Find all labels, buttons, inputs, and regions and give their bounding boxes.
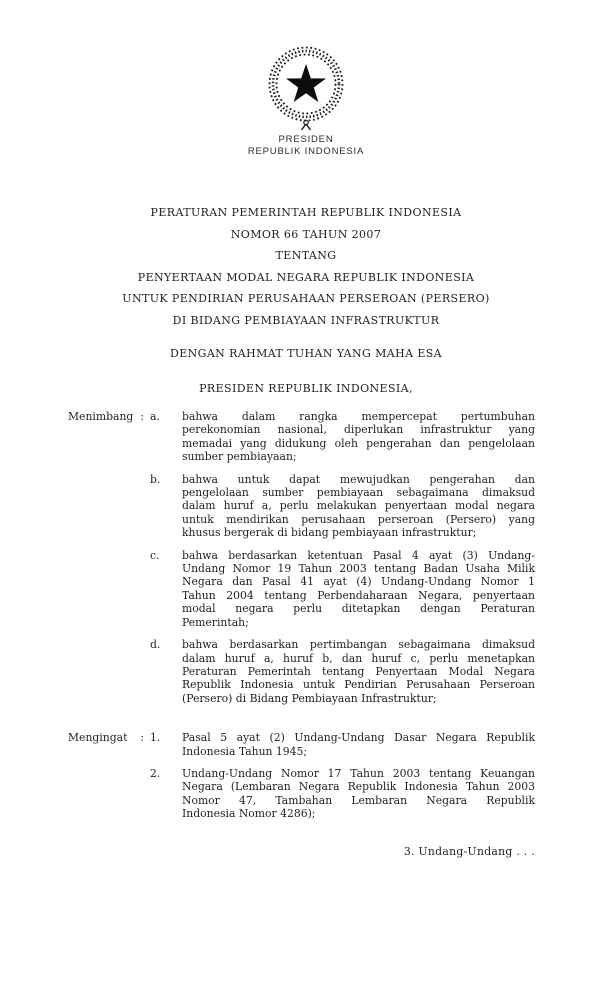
preamble-clauses — [0, 410, 612, 821]
considering-label-colon: : — [140, 410, 144, 423]
invocation-line: DENGAN RAHMAT TUHAN YANG MAHA ESA — [169, 347, 443, 360]
text-line: (Persero) di Bidang Pembiayaan Infrastruktur; — [182, 691, 437, 705]
text-line: Indonesia Tahun 1945; — [182, 744, 308, 758]
text-line: Undang Nomor 19 Tahun 2003 tentang Badan Usaha Milik — [182, 562, 535, 576]
title-line-subject-3: DI BIDANG PEMBIAYAAN INFRASTRUKTUR — [172, 313, 440, 327]
item-marker: b. — [150, 472, 161, 486]
catchword: 3. Undang-Undang . . . — [403, 844, 535, 858]
text-line: Negara dan Pasal 41 ayat (4) Undang-Undang Nomor 1 — [182, 575, 535, 589]
considering-item-a — [68, 410, 535, 464]
text-line: Negara (Lembaran Negara Republik Indonesia Tahun 2003 — [182, 780, 535, 794]
item-text — [182, 549, 535, 629]
item-marker: d. — [150, 638, 161, 652]
text-line: Nomor 47, Tambahan Lembaran Negara Republik — [182, 793, 535, 807]
text-line: bahwa berdasarkan ketentuan Pasal 4 ayat (3) Undang- — [182, 548, 535, 562]
recalling-label-colon: : — [140, 731, 144, 745]
text-line: Pemerintah; — [182, 615, 249, 629]
item-text — [182, 731, 535, 758]
letterhead-republik-indonesia: REPUBLIK INDONESIA — [247, 146, 365, 157]
item-text — [182, 638, 535, 705]
text-line: pengelolaan sumber pembiayaan sebagaimana dimaksud — [182, 486, 535, 500]
considering-label-text: Menimbang — [68, 410, 134, 423]
title-line-regulation: PERATURAN PEMERINTAH REPUBLIK INDONESIA — [150, 206, 462, 219]
text-line: Indonesia Nomor 4286); — [182, 807, 316, 821]
text-line: Pasal 5 ayat (2) Undang-Undang Dasar Negara Republik — [182, 731, 535, 745]
recalling-item-2 — [68, 767, 535, 821]
considering-item-b — [68, 473, 535, 540]
authority-line: PRESIDEN REPUBLIK INDONESIA, — [199, 382, 413, 395]
recalling-section — [68, 731, 535, 820]
title-line-subject-1: PENYERTAAN MODAL NEGARA REPUBLIK INDONESIA — [137, 270, 475, 284]
considering-item-c — [68, 549, 535, 629]
text-line: sumber pembiayaan; — [182, 450, 297, 464]
item-marker: 1. — [150, 731, 161, 745]
item-marker: c. — [150, 548, 160, 562]
text-line: bahwa berdasarkan pertimbangan sebagaimana dimaksud — [182, 638, 535, 652]
text-line: Tahun 2004 tentang Perbendaharaan Negara, penyertaan — [182, 588, 535, 602]
letterhead — [0, 0, 612, 158]
letterhead-presiden: PRESIDEN — [278, 134, 334, 145]
text-line: memadai yang didukung oleh pengerahan dan pengelolaan — [182, 436, 535, 450]
recalling-item-1 — [68, 731, 535, 758]
title-line-subject-2: UNTUK PENDIRIAN PERUSAHAAN PERSEROAN (PERSERO) — [122, 292, 490, 305]
considering-item-d — [68, 638, 535, 705]
text-line: khusus bergerak di bidang pembiayaan infrastruktur; — [182, 526, 477, 540]
text-line: bahwa dalam rangka mempercepat pertumbuhan — [182, 410, 535, 423]
text-line: Peraturan Pemerintah tentang Penyertaan Modal Negara — [182, 664, 535, 678]
recalling-label — [68, 731, 144, 744]
item-text — [182, 473, 535, 540]
item-marker: 2. — [150, 766, 161, 780]
item-marker: a. — [150, 410, 160, 423]
title-line-tentang: TENTANG — [275, 249, 337, 262]
item-text — [182, 767, 535, 821]
text-line: dalam huruf a, perlu melakukan penyertaan modal negara — [182, 499, 535, 513]
item-text — [182, 410, 535, 464]
considering-label — [68, 410, 144, 423]
text-line: Republik Indonesia untuk Pendirian Perusahaan Perseroan — [182, 678, 535, 692]
recalling-label-text: Mengingat — [68, 731, 128, 745]
considering-section — [68, 410, 535, 705]
text-line: bahwa untuk dapat mewujudkan pengerahan dan — [182, 472, 535, 486]
text-line: modal negara perlu ditetapkan dengan Peraturan — [182, 602, 535, 616]
text-line: perekonomian nasional, diperlukan infrastruktur yang — [182, 423, 535, 437]
text-line: Undang-Undang Nomor 17 Tahun 2003 tentang Keuangan — [182, 766, 535, 780]
text-line: dalam huruf a, huruf b, dan huruf c, perlu menetapkan — [182, 651, 535, 665]
text-line: untuk mendirikan perusahaan perseroan (Persero) yang — [182, 512, 535, 526]
regulation-title — [0, 202, 612, 331]
title-line-number: NOMOR 66 TAHUN 2007 — [230, 227, 382, 241]
presidential-star-wreath-emblem-icon — [264, 42, 348, 132]
